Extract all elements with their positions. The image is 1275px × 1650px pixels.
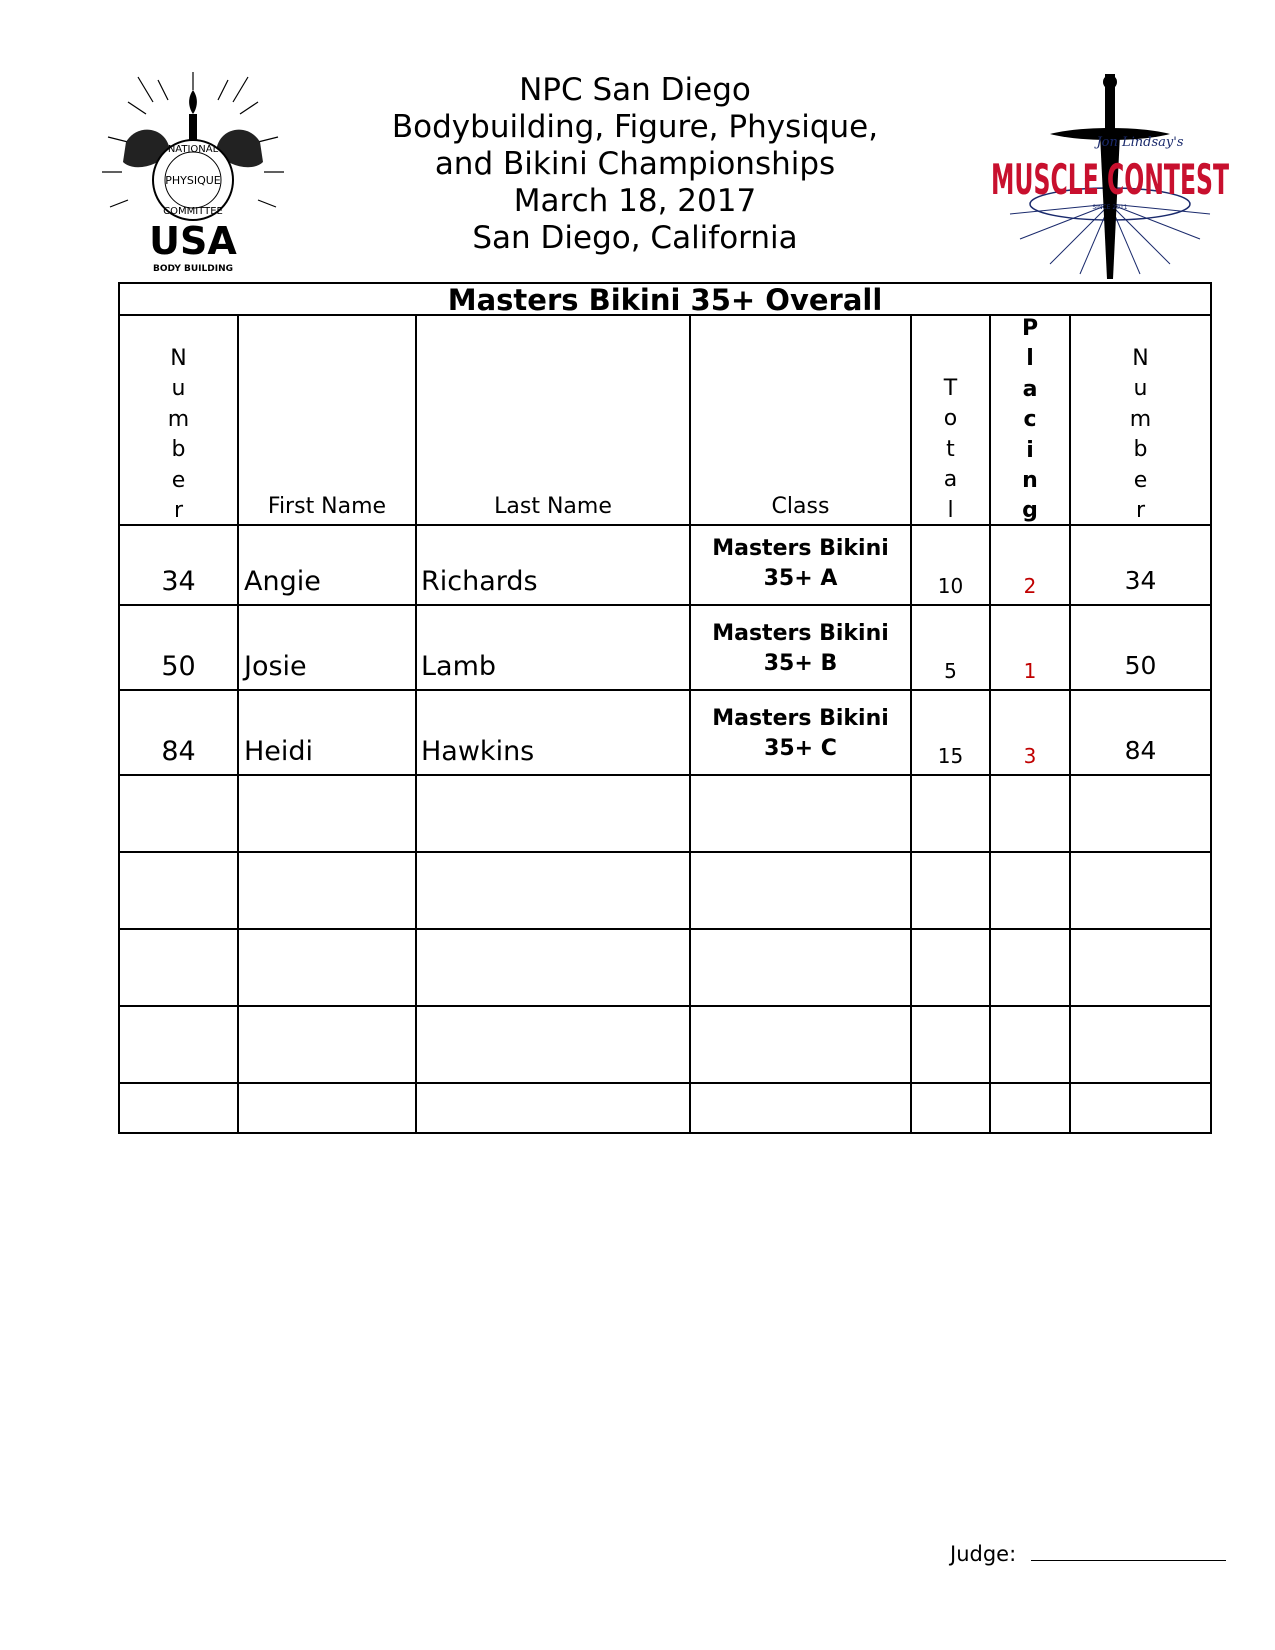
row-3-total: 15 <box>937 744 964 768</box>
header-total-letter: o <box>943 406 958 432</box>
logo-word-usa: USA <box>149 219 237 263</box>
judge-label: Judge: <box>950 1542 1017 1566</box>
row-1-class <box>690 534 911 594</box>
header-total-letter: t <box>946 436 955 462</box>
row-3-class-line1: Masters Bikini <box>712 706 889 731</box>
row-1-class-line1: Masters Bikini <box>712 536 889 561</box>
judge-signature-line[interactable] <box>1031 1540 1226 1561</box>
header-number-right-letter: m <box>1129 406 1152 432</box>
row-3-placing: 3 <box>1023 744 1037 768</box>
row-1-class-line2: 35+ A <box>763 566 838 591</box>
header-placing-letter: a <box>1022 376 1038 402</box>
header-line-5: San Diego, California <box>472 220 798 256</box>
row-1-first-name: Angie <box>244 566 321 597</box>
header-number-left-letter: N <box>170 346 187 371</box>
row-2-number-right: 50 <box>1124 651 1157 680</box>
header-placing-letter: n <box>1022 468 1038 494</box>
header-number-left-letter: r <box>173 498 184 524</box>
row-3-class <box>690 704 911 764</box>
header-number-right-letter: b <box>1133 437 1148 463</box>
row-2-number: 50 <box>161 651 196 682</box>
header-line-2: Bodybuilding, Figure, Physique, <box>391 109 879 145</box>
header-number-left-letter: m <box>167 406 190 432</box>
header-total-letter: T <box>943 376 958 401</box>
logo-word-body-building: BODY BUILDING <box>153 264 233 274</box>
row-2-last-name: Lamb <box>421 651 497 682</box>
header-number-left-letter: b <box>171 437 186 463</box>
header-total-letter: a <box>943 467 958 493</box>
header-placing-letter: i <box>1026 437 1034 463</box>
row-1-total: 10 <box>937 574 964 598</box>
row-3-number: 84 <box>161 736 196 767</box>
row-2-placing: 1 <box>1023 659 1037 683</box>
judge-signature <box>950 1540 1226 1566</box>
logo-muscle-contest: MUSCLE CONTEST <box>991 155 1230 204</box>
logo-script-name: Jon Lindsay's <box>1096 135 1184 150</box>
header-last-name: Last Name <box>494 494 612 519</box>
header-number-left-letter: u <box>171 376 186 402</box>
header-number-right <box>1070 344 1211 526</box>
logo-word-physique: PHYSIQUE <box>165 174 221 187</box>
header-placing-letter: c <box>1023 407 1037 433</box>
row-3-number-right: 84 <box>1124 736 1157 765</box>
row-2-total: 5 <box>944 659 957 683</box>
header-placing-letter: g <box>1022 498 1038 524</box>
header-total-letter: l <box>947 497 954 523</box>
header-class: Class <box>771 494 830 519</box>
logo-word-committee: COMMITTEE <box>163 206 223 217</box>
row-1-number: 34 <box>161 566 196 597</box>
header-line-3: and Bikini Championships <box>434 146 836 182</box>
row-1-placing: 2 <box>1023 574 1037 598</box>
header-placing-letter: l <box>1026 346 1034 372</box>
header-placing-letter: P <box>1021 316 1039 341</box>
row-2-class-line2: 35+ B <box>763 651 838 676</box>
header-number-right-letter: u <box>1133 376 1148 402</box>
row-2-class <box>690 619 911 679</box>
header-number-right-letter: N <box>1132 346 1149 371</box>
header-line-4: March 18, 2017 <box>513 183 757 219</box>
header-placing <box>990 314 1070 527</box>
header-first-name: First Name <box>267 494 387 519</box>
row-3-first-name: Heidi <box>244 736 314 767</box>
row-3-last-name: Hawkins <box>421 736 535 767</box>
logo-word-national: NATIONAL <box>167 144 219 155</box>
header-number-left <box>119 344 238 526</box>
header-line-1: NPC San Diego <box>519 72 751 108</box>
row-3-class-line2: 35+ C <box>764 736 837 761</box>
header-number-left-letter: e <box>171 467 186 493</box>
table-title: Masters Bikini 35+ Overall <box>447 283 883 317</box>
row-2-class-line1: Masters Bikini <box>712 621 889 646</box>
row-1-number-right: 34 <box>1124 566 1157 595</box>
row-2-first-name: Josie <box>244 651 307 682</box>
header-total <box>911 374 990 526</box>
header-number-right-letter: r <box>1135 498 1146 524</box>
logo-since: SINCE 2011 <box>1092 204 1128 211</box>
header-number-right-letter: e <box>1133 467 1148 493</box>
row-1-last-name: Richards <box>421 566 538 597</box>
